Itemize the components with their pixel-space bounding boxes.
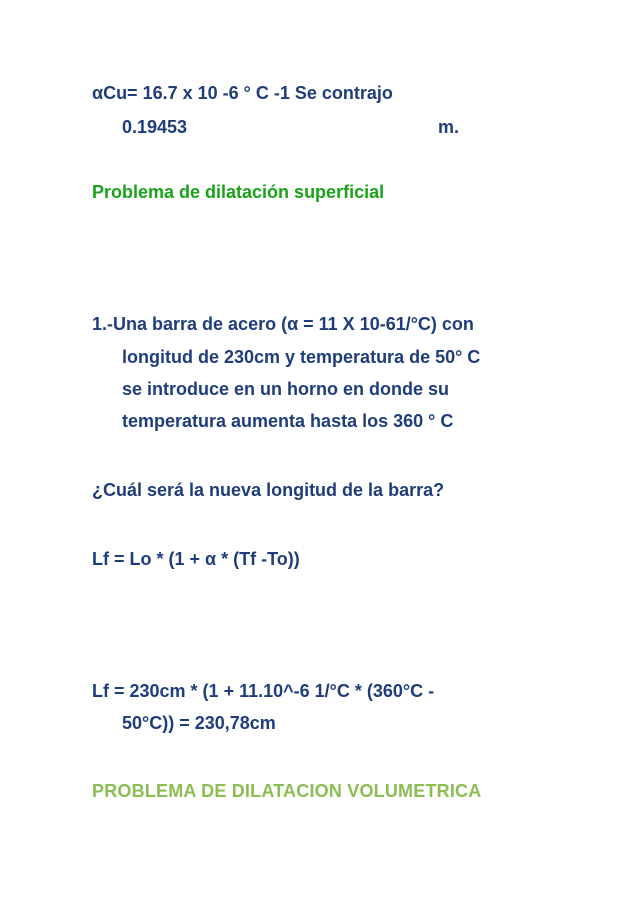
problem-1-line-4: temperatura aumenta hasta los 360 ° C [122, 411, 454, 431]
problem-1-line-1: 1.-Una barra de acero (α = 11 X 10-61/°C) con [92, 314, 474, 334]
contraction-value: 0.19453 [122, 117, 188, 137]
question-line: ¿Cuál será la nueva longitud de la barra? [92, 480, 445, 500]
problem-1-line-2: longitud de 230cm y temperatura de 50° C [122, 347, 481, 367]
contraction-unit: m. [438, 117, 460, 137]
heading-volumetrica: PROBLEMA DE DILATACION VOLUMETRICA [92, 781, 482, 801]
solution-line-2: 50°C)) = 230,78cm [122, 713, 276, 733]
formula-line: Lf = Lo * (1 + α * (Tf -To)) [92, 549, 300, 569]
problem-1-line-3: se introduce en un horno en donde su [122, 379, 450, 399]
coefficient-line: αCu= 16.7 x 10 -6 ° C -1 Se contrajo [92, 83, 393, 103]
heading-superficial: Problema de dilatación superficial [92, 182, 385, 202]
solution-line-1: Lf = 230cm * (1 + 11.10^-6 1/°C * (360°C - [92, 681, 435, 701]
contraction-line [122, 116, 522, 138]
